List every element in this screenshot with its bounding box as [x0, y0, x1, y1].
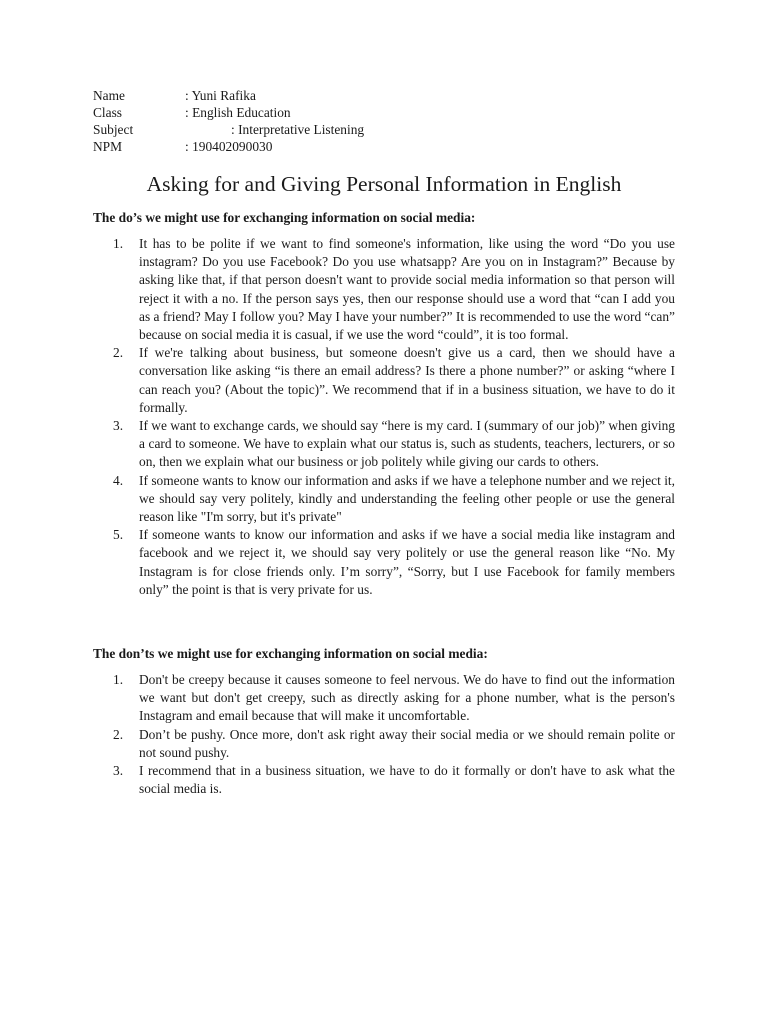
list-item-text: If someone wants to know our information and asks if we have a telephone number and we reject it, we should say very politely, kindly and understanding the feeling other people or use the general reason like "I'm sorry, but it's private" — [139, 472, 675, 525]
dos-list — [93, 235, 675, 599]
list-item — [93, 526, 675, 599]
subject-label: Subject — [93, 122, 134, 137]
list-item-text: It has to be polite if we want to find someone's information, like using the word “Do you use instagram? Do you use Facebook? Do you use whatsapp? Are you on in Instagram?” Because by asking like that, if that person doesn't want to provide social media information so that person will reject it with a no. If the person says yes, then our response should use a word that “can I add you as a friend? May I follow you? May I have your number?” It is recommended to use the word “can” because on social media it is casual, if we use the word “could”, it is too formal. — [139, 236, 675, 343]
list-item-number: 2. — [113, 726, 124, 742]
list-item-text: Don't be creepy because it causes someone to feel nervous. We do have to find out the information we want but don't get creepy, such as directly asking for a phone number, what is the person's Instagram and email because that will make it uncomfortable. — [139, 672, 675, 724]
list-item-number: 2. — [113, 345, 124, 361]
dos-heading: The do’s we might use for exchanging information on social media: — [93, 210, 476, 225]
name-label: Name — [93, 88, 125, 103]
donts-heading: The don’ts we might use for exchanging information on social media: — [93, 646, 488, 661]
list-item-text: Don’t be pushy. Once more, don't ask right away their social media or we should remain polite or not sound pushy. — [139, 726, 675, 760]
document-title: Asking for and Giving Personal Information in English — [146, 172, 622, 196]
list-item — [93, 344, 675, 417]
class-label: Class — [93, 105, 123, 120]
list-item-text: If we're talking about business, but someone doesn't give us a card, then we should have a conversation like asking “is there an email address? Is there a phone number?” or asking “where I can reach you? (About the topic)”. We recommend that if in a business situation, we have to do it formally. — [139, 345, 675, 415]
class-value: : English Education — [185, 105, 291, 120]
list-item-number: 1. — [113, 672, 124, 687]
list-item-number: 5. — [113, 527, 124, 543]
list-item — [93, 726, 675, 762]
name-value: : Yuni Rafika — [185, 88, 256, 103]
list-item-number: 4. — [113, 472, 124, 488]
list-item-text: I recommend that in a business situation, we have to do it formally or don't have to ask what the social media is. — [139, 763, 675, 797]
list-item-number: 1. — [113, 236, 124, 251]
list-item-text: If someone wants to know our information and asks if we have a social media like instagram and facebook and we reject it, we should say very politely or use the general reason like “No. My Instagram is for close friends only. I’m sorry”, “Sorry, but I use Facebook for family members only” the point is that is very private for us. — [139, 527, 675, 597]
list-item-text: If we want to exchange cards, we should say “here is my card. I (summary of our job)” when giving a card to someone. We have to explain what our status is, such as students, teachers, lecturers, or so on, then we explain what our business or job politely while giving our cards to others. — [139, 418, 675, 470]
list-item — [93, 417, 675, 472]
list-item-number: 3. — [113, 763, 124, 779]
subject-value: : Interpretative Listening — [231, 122, 365, 137]
list-item — [93, 472, 675, 527]
donts-list — [93, 671, 675, 798]
npm-value: : 190402090030 — [185, 139, 273, 154]
list-item — [93, 762, 675, 798]
npm-label: NPM — [93, 139, 123, 154]
list-item — [93, 671, 675, 726]
list-item-number: 3. — [113, 418, 124, 434]
list-item — [93, 235, 675, 344]
